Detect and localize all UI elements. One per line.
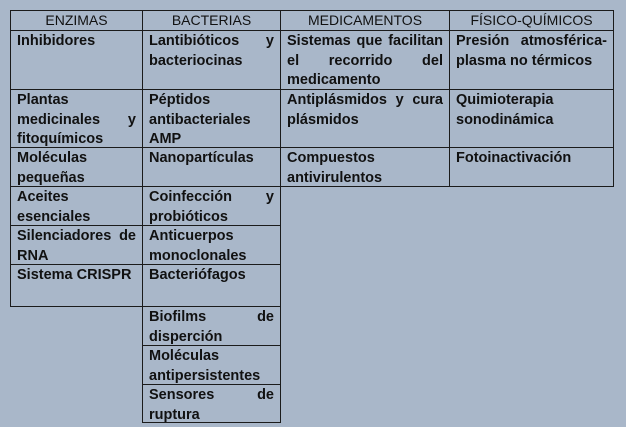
cell-bacterias-2: Péptidos antibacteriales AMP — [142, 89, 281, 148]
cell-enzimas-6: Sistema CRISPR — [10, 264, 143, 307]
cell-enzimas-2: Plantas medicinales y fitoquímicos — [10, 89, 143, 148]
cell-enzimas-3: Moléculas pequeñas — [10, 147, 143, 187]
cell-fisico-quimicos-3: Fotoinactivación — [449, 147, 614, 187]
cell-fisico-quimicos-2: Quimioterapia sonodinámica — [449, 89, 614, 148]
header-enzimas: ENZIMAS — [10, 10, 143, 31]
cell-enzimas-5: Silenciadores de RNA — [10, 225, 143, 265]
cell-bacterias-4: Coinfección y probióticos — [142, 186, 281, 226]
cell-enzimas-1: Inhibidores — [10, 30, 143, 90]
cell-bacterias-7: Biofilms de disperción — [142, 306, 281, 346]
cell-bacterias-8: Moléculas antipersistentes — [142, 345, 281, 385]
cell-fisico-quimicos-1: Presión atmosférica-plasma no térmicos — [449, 30, 614, 90]
cell-bacterias-9: Sensores de ruptura — [142, 384, 281, 423]
cell-medicamentos-3: Compuestos antivirulentos — [280, 147, 450, 187]
cell-bacterias-5: Anticuerpos monoclonales — [142, 225, 281, 265]
cell-bacterias-3: Nanopartículas — [142, 147, 281, 187]
cell-medicamentos-1: Sistemas que facilitan el recorrido del medicamento — [280, 30, 450, 90]
cell-bacterias-1: Lantibióticos y bacteriocinas — [142, 30, 281, 90]
cell-medicamentos-2: Antiplásmidos y cura plásmidos — [280, 89, 450, 148]
header-bacterias: BACTERIAS — [142, 10, 281, 31]
cell-bacterias-6: Bacteriófagos — [142, 264, 281, 307]
cell-enzimas-4: Aceites esenciales — [10, 186, 143, 226]
header-fisico-quimicos: FÍSICO-QUÍMICOS — [449, 10, 614, 31]
header-medicamentos: MEDICAMENTOS — [280, 10, 450, 31]
